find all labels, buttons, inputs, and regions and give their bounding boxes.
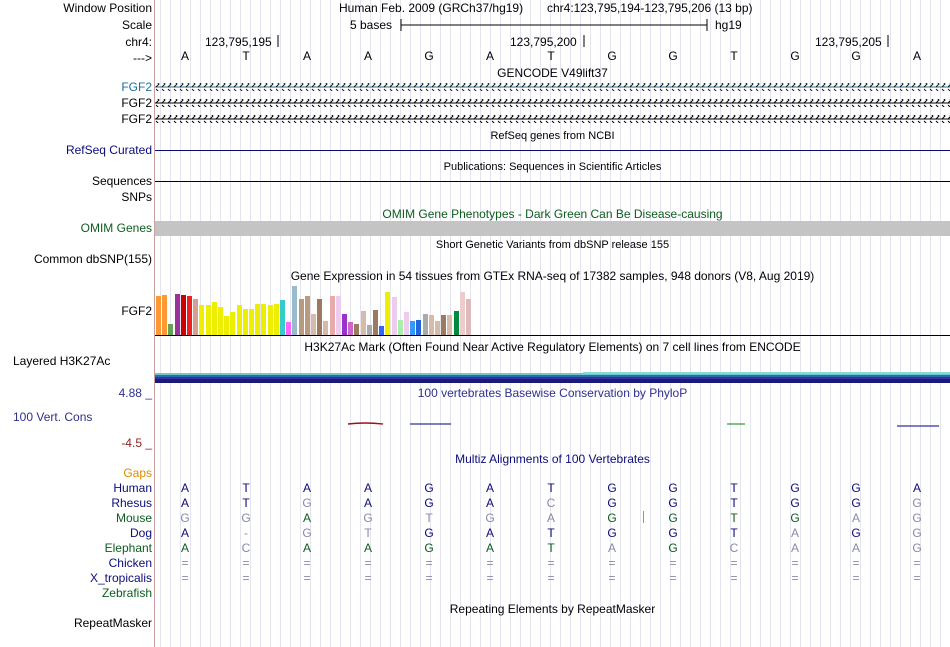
species-label-x_tropicalis[interactable]: X_tropicalis	[89, 571, 152, 585]
gencode-gene-label-2[interactable]: FGF2	[121, 96, 152, 110]
alignment-base: -	[244, 526, 248, 540]
chrom-label[interactable]: chr4:	[125, 35, 152, 49]
dna-base: A	[363, 49, 372, 63]
snps-track-label[interactable]: SNPs	[121, 190, 152, 204]
alignment-base: =	[364, 556, 372, 570]
alignment-base: A	[851, 541, 860, 555]
alignment-base: A	[912, 481, 921, 495]
dna-base: G	[607, 49, 617, 63]
omim-title[interactable]: OMIM Gene Phenotypes - Dark Green Can Be Disease-causing	[382, 207, 723, 221]
alignment-base: A	[363, 541, 372, 555]
alignment-base: =	[852, 571, 860, 585]
alignment-base: A	[485, 541, 494, 555]
scale-db-text: hg19	[715, 18, 742, 32]
alignment-base: G	[180, 511, 190, 525]
alignment-base: C	[546, 496, 556, 510]
alignment-base: T	[730, 481, 738, 495]
alignment-base: T	[242, 481, 250, 495]
alignment-base: =	[486, 556, 494, 570]
alignment-base: T	[425, 511, 433, 525]
alignment-base: G	[607, 511, 617, 525]
alignment-base: A	[180, 526, 189, 540]
sequences-track-label[interactable]: Sequences	[91, 174, 152, 188]
scale-label[interactable]: Scale	[121, 18, 152, 32]
alignment-base: G	[668, 496, 678, 510]
dna-base: T	[730, 49, 738, 63]
alignment-base: =	[242, 556, 250, 570]
repeatmasker-track-label[interactable]: RepeatMasker	[73, 616, 152, 630]
alignment-base: G	[851, 481, 861, 495]
species-label-rhesus[interactable]: Rhesus	[111, 496, 152, 510]
refseq-track-label[interactable]: RefSeq Curated	[65, 143, 152, 157]
alignment-base: A	[485, 526, 494, 540]
alignment-base: =	[913, 556, 921, 570]
alignment-base: A	[485, 496, 494, 510]
coord-tick-1: 123,795,195	[205, 35, 272, 49]
position-text: chr4:123,795,194-123,795,206 (13 bp)	[547, 1, 753, 15]
dbsnp-title[interactable]: Short Genetic Variants from dbSNP release 155	[435, 239, 670, 251]
dna-base: T	[547, 49, 555, 63]
alignment-base: =	[303, 556, 311, 570]
coord-tick-3: 123,795,205	[815, 35, 882, 49]
alignment-base: T	[730, 511, 738, 525]
alignment-base: A	[302, 541, 311, 555]
alignment-base: =	[425, 556, 433, 570]
alignment-base: =	[364, 571, 372, 585]
alignment-base: C	[729, 541, 739, 555]
alignment-base: A	[363, 496, 372, 510]
alignment-base: G	[668, 481, 678, 495]
alignment-base: G	[607, 481, 617, 495]
phylop-title[interactable]: 100 vertebrates Basewise Conservation by PhyloP	[417, 386, 688, 400]
alignment-base: =	[425, 571, 433, 585]
alignment-base: T	[242, 496, 250, 510]
dna-base: G	[668, 49, 678, 63]
species-label-elephant[interactable]: Elephant	[104, 541, 152, 555]
alignment-base: T	[730, 526, 738, 540]
alignment-base: A	[363, 481, 372, 495]
refseq-title[interactable]: RefSeq genes from NCBI	[490, 130, 615, 142]
strand-label[interactable]: --->	[133, 51, 152, 65]
alignment-base: T	[730, 496, 738, 510]
dna-base: G	[790, 49, 800, 63]
alignment-base: A	[180, 481, 189, 495]
alignment-base: A	[546, 511, 555, 525]
multiz-title[interactable]: Multiz Alignments of 100 Vertebrates	[455, 452, 650, 466]
track-image[interactable]	[155, 0, 950, 647]
gtex-title[interactable]: Gene Expression in 54 tissues from GTEx RNA-seq of 17382 samples, 948 donors (V8, Aug 2019)	[290, 269, 815, 283]
alignment-base: =	[669, 571, 677, 585]
alignment-base: T	[547, 481, 555, 495]
gencode-gene-label-1[interactable]: FGF2	[121, 80, 152, 94]
alignment-base: G	[851, 496, 861, 510]
scale-text: 5 bases	[350, 18, 393, 32]
alignment-base: A	[180, 496, 189, 510]
alignment-base: =	[852, 556, 860, 570]
alignment-base: =	[547, 571, 555, 585]
dbsnp-track-label[interactable]: Common dbSNP(155)	[33, 252, 152, 266]
alignment-base: G	[241, 511, 251, 525]
alignment-base: =	[608, 571, 616, 585]
alignment-base: G	[912, 511, 922, 525]
alignment-base: G	[912, 526, 922, 540]
species-label-human[interactable]: Human	[113, 481, 152, 495]
alignment-base: G	[424, 541, 434, 555]
gap-marker	[643, 511, 644, 523]
coord-tick-2: 123,795,200	[510, 35, 577, 49]
alignment-base: G	[790, 511, 800, 525]
alignment-base: =	[181, 556, 189, 570]
alignment-base: A	[790, 526, 799, 540]
dna-base: A	[180, 49, 189, 63]
alignment-base: =	[547, 556, 555, 570]
alignment-base: G	[912, 496, 922, 510]
gaps-label[interactable]: Gaps	[123, 466, 152, 480]
species-label-chicken[interactable]: Chicken	[108, 556, 152, 570]
alignment-base: T	[364, 526, 372, 540]
alignment-base: T	[547, 526, 555, 540]
alignment-base: =	[791, 556, 799, 570]
alignment-base: =	[791, 571, 799, 585]
alignment-base: A	[607, 541, 616, 555]
window-position-label[interactable]: Window Position	[63, 1, 152, 15]
dna-base: G	[851, 49, 861, 63]
alignment-base: A	[790, 541, 799, 555]
dna-base: T	[242, 49, 250, 63]
phylop-signal[interactable]	[155, 0, 950, 440]
gtex-track-label[interactable]: FGF2	[121, 304, 152, 318]
assembly-text: Human Feb. 2009 (GRCh37/hg19)	[339, 1, 524, 15]
dna-base: A	[912, 49, 921, 63]
dna-base: G	[424, 49, 434, 63]
alignment-base: =	[181, 571, 189, 585]
species-label-mouse[interactable]: Mouse	[115, 511, 152, 525]
alignment-base: G	[790, 496, 800, 510]
alignment-base: =	[303, 571, 311, 585]
alignment-base: G	[302, 526, 312, 540]
alignment-base: C	[241, 541, 251, 555]
alignment-base: A	[180, 541, 189, 555]
h3k27ac-track-label[interactable]: Layered H3K27Ac	[13, 354, 111, 368]
alignment-base: G	[607, 496, 617, 510]
alignment-base: G	[912, 541, 922, 555]
alignment-base: T	[547, 541, 555, 555]
alignment-base: G	[363, 511, 373, 525]
alignment-base: G	[668, 511, 678, 525]
omim-track-label[interactable]: OMIM Genes	[80, 221, 152, 235]
alignment-base: =	[913, 571, 921, 585]
phylop-track-label[interactable]: 100 Vert. Cons	[13, 410, 93, 424]
alignment-base: A	[302, 481, 311, 495]
alignment-base: =	[730, 571, 738, 585]
track-labels-column	[0, 0, 154, 647]
alignment-base: G	[424, 481, 434, 495]
alignment-base: G	[607, 526, 617, 540]
gencode-gene-label-3[interactable]: FGF2	[121, 112, 152, 126]
dna-base: A	[485, 49, 494, 63]
alignment-base: G	[668, 526, 678, 540]
alignment-base: =	[608, 556, 616, 570]
alignment-base: G	[790, 481, 800, 495]
alignment-base: G	[302, 496, 312, 510]
alignment-base: =	[669, 556, 677, 570]
alignment-base: G	[424, 496, 434, 510]
phylop-min-label: -4.5 _	[121, 436, 152, 450]
species-label-zebrafish[interactable]: Zebrafish	[101, 586, 152, 600]
alignment-base: A	[302, 511, 311, 525]
alignment-base: G	[851, 526, 861, 540]
gencode-title[interactable]: GENCODE V49lift37	[497, 66, 608, 80]
h3k27ac-title[interactable]: H3K27Ac Mark (Often Found Near Active Regulatory Elements) on 7 cell lines from ENCODE	[304, 340, 801, 354]
alignment-base: G	[424, 526, 434, 540]
alignment-base: =	[486, 571, 494, 585]
alignment-base: =	[730, 556, 738, 570]
alignment-base: A	[485, 481, 494, 495]
alignment-base: A	[851, 511, 860, 525]
alignment-base: G	[485, 511, 495, 525]
alignment-base: =	[242, 571, 250, 585]
species-label-dog[interactable]: Dog	[129, 526, 152, 540]
phylop-max-label: 4.88 _	[118, 386, 152, 400]
publications-title[interactable]: Publications: Sequences in Scientific Articles	[443, 161, 662, 173]
alignment-base: G	[668, 541, 678, 555]
dna-base: A	[302, 49, 311, 63]
repeatmasker-title[interactable]: Repeating Elements by RepeatMasker	[449, 602, 656, 616]
